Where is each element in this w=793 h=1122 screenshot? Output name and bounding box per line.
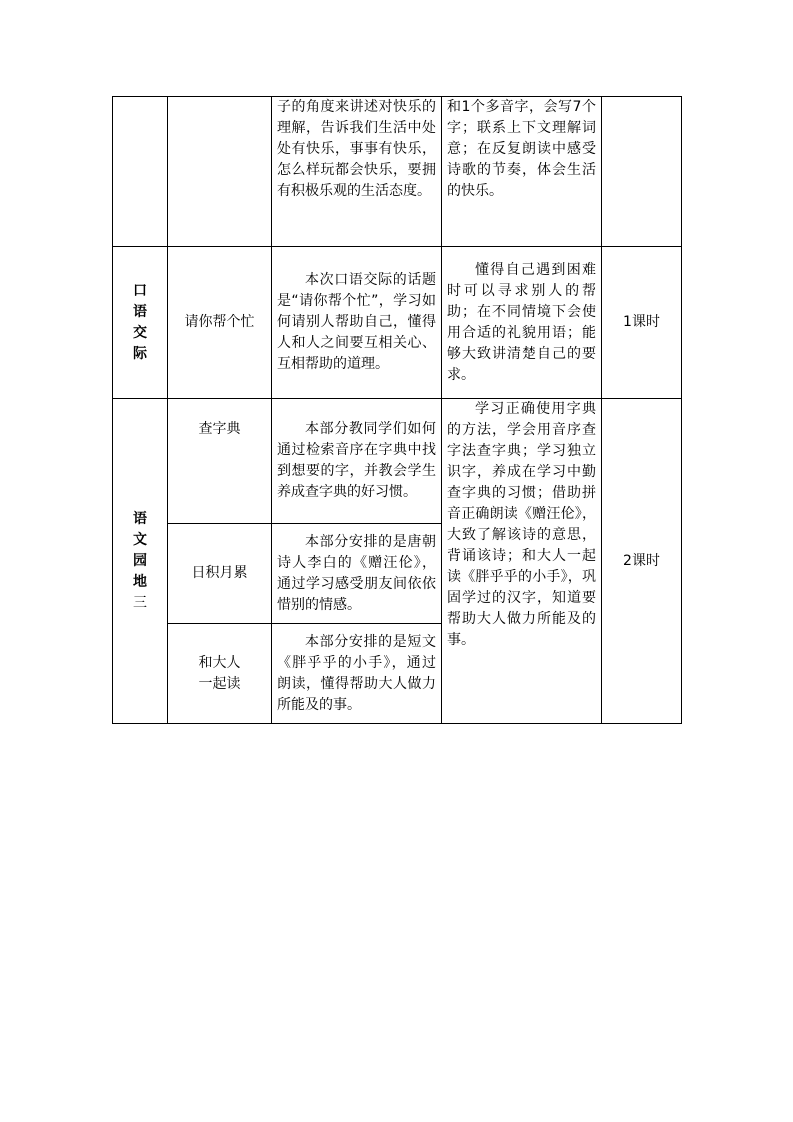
table-row-oral [113,247,682,399]
topic-cell-empty [168,97,272,247]
content-cell: 子的角度来讲述对快乐的理解，告诉我们生活中处处有快乐，事事有快乐，怎么样玩都会快乐，要拥有积极乐观的生活态度。 [272,97,442,247]
content-cell-readtogether: 本部分安排的是短文《胖乎乎的小手》，通过朗读，懂得帮助大人做力所能及的事。 [272,624,442,724]
unit-char: 地 [133,573,147,590]
unit-cell-empty [113,97,168,247]
unit-cell-yuwen [113,399,168,724]
unit-cell-oral [113,247,168,399]
content-cell-accumulate: 本部分安排的是唐朝诗人李白的《赠汪伦》，通过学习感受朋友间依依惜别的情感。 [272,524,442,624]
unit-char: 文 [133,531,147,548]
unit-char: 交 [133,324,147,341]
unit-char: 语 [133,510,147,527]
topic-cell-dictionary: 查字典 [168,399,272,524]
goal-cell-yuwen: 学习正确使用字典的方法，学会用音序查字法查字典；学习独立识字，养成在学习中勤查字典的习惯；借助拼音正确朗读《赠汪伦》，大致了解该诗的意思，背诵该诗；和大人一起读《胖乎乎的小手》，巩固学过的汉字，知道要帮助大人做力所能及的事。 [442,399,602,724]
hours-cell-empty [602,97,682,247]
goal-cell: 和1个多音字，会写7个字；联系上下文理解词意；在反复朗读中感受诗歌的节奏，体会生活的快乐。 [442,97,602,247]
content-cell-dictionary: 本部分教同学们如何通过检索音序在字典中找到想要的字，并教会学生养成查字典的好习惯。 [272,399,442,524]
content-cell-oral: 本次口语交际的话题是“请你帮个忙”，学习如何请别人帮助自己，懂得人和人之间要互相关心、互相帮助的道理。 [272,247,442,399]
unit-char: 园 [133,552,147,569]
unit-char: 语 [133,303,147,320]
hours-cell-oral: 1课时 [602,247,682,399]
topic-cell-accumulate: 日积月累 [168,524,272,624]
topic-cell-readtogether [168,624,272,724]
unit-char: 际 [133,345,147,362]
table-row-dictionary [113,399,682,524]
topic-line: 一起读 [198,675,241,692]
table-row-continued [113,97,682,247]
goal-cell-oral: 懂得自己遇到困难时可以寻求别人的帮助；在不同情境下会使用合适的礼貌用语；能够大致讲清楚自己的要求。 [442,247,602,399]
topic-cell-oral: 请你帮个忙 [168,247,272,399]
hours-cell-yuwen: 2课时 [602,399,682,724]
unit-char: 口 [133,282,147,299]
lesson-plan-table [112,96,682,724]
topic-line: 和大人 [198,654,241,671]
unit-char: 三 [133,594,147,611]
